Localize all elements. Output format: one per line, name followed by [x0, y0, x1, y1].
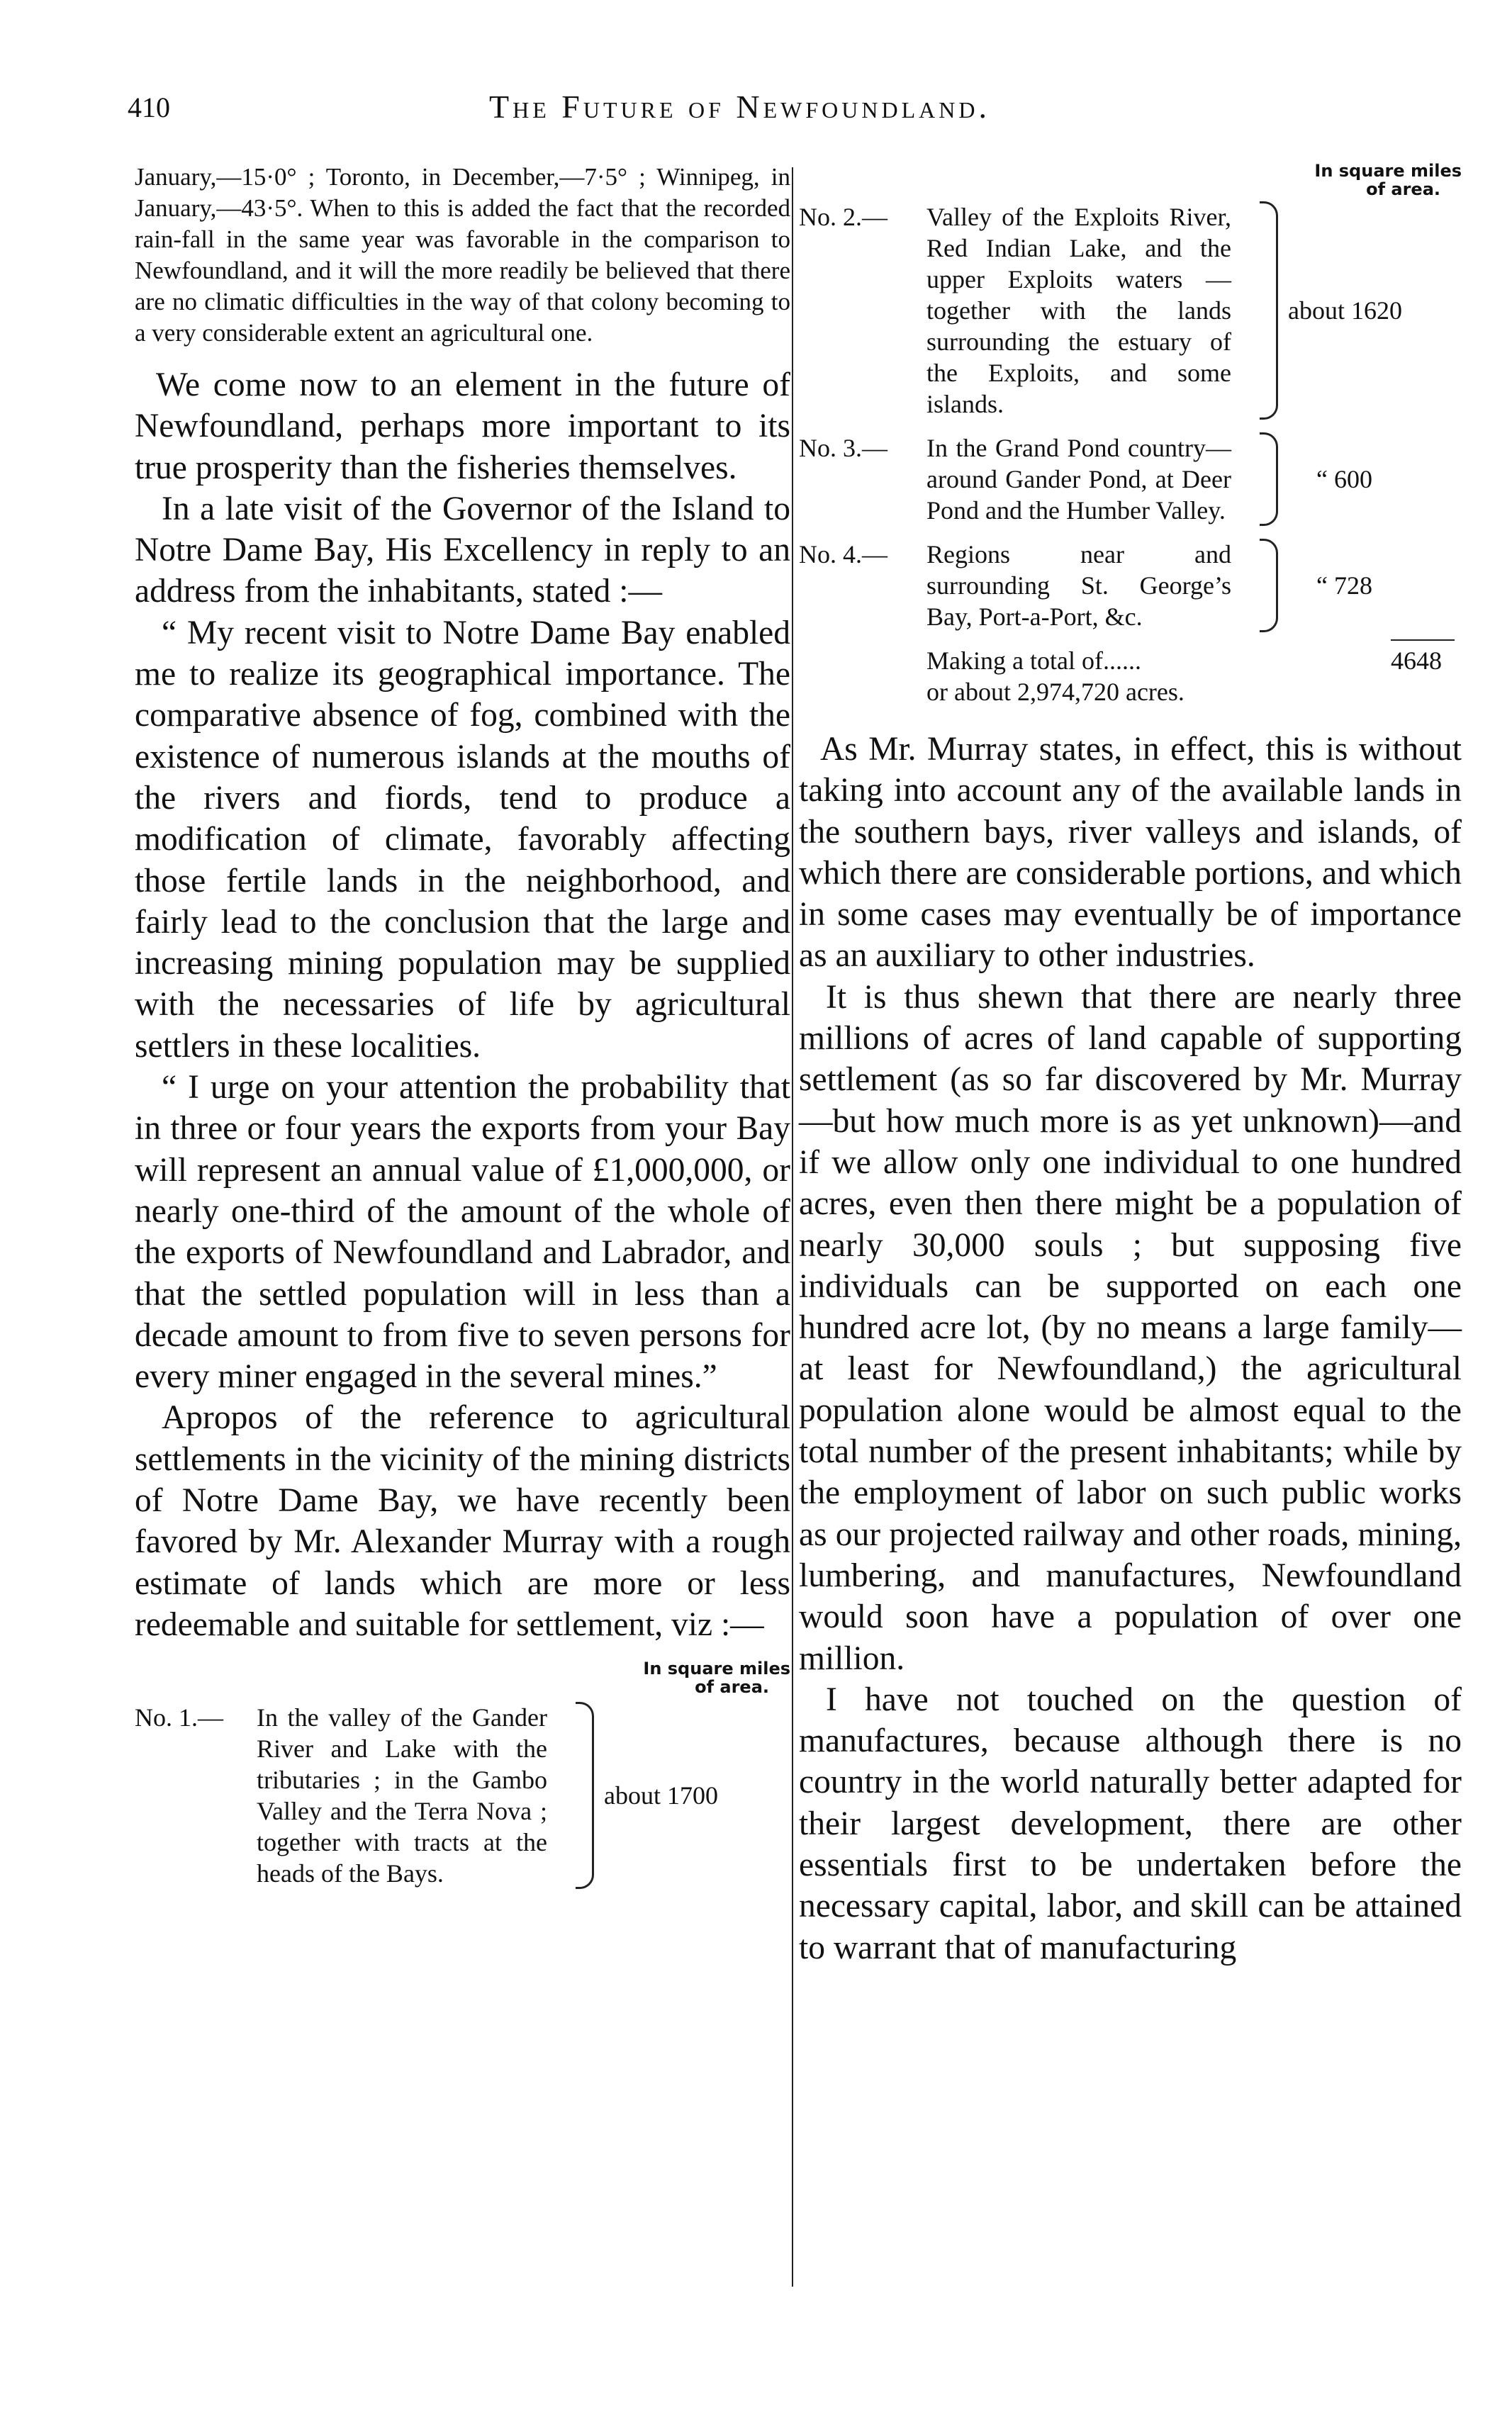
entry-amount: “ 600: [1316, 465, 1372, 493]
body-paragraph: Apropos of the reference to agricultural settlements in the vicinity of the mining districts of Notre Dame Bay, we have recently been favored by Mr. Alexander Murray with a rough estimate of lands which are more or less redeemable and suitable for settlement, viz :—: [135, 1399, 790, 1643]
column-divider: [792, 167, 793, 2287]
body-paragraph: I have not touched on the question of manufactures, because although there is no country in the world naturally better adapted for their largest development, there are other essentials first to be undertaken before the necessary capital, labor, and skill can be attained to warrant that of manufacturing: [799, 1681, 1462, 1966]
total-acres: or about 2,974,720 acres.: [926, 678, 1185, 706]
left-column: [135, 162, 790, 1902]
body-paragraph: As Mr. Murray states, in effect, this is without taking into account any of the available lands in the southern bays, river valleys and islands, of which there are considerable portions, and which in some cases may eventually be of importance as an auxiliary to other industries.: [799, 731, 1462, 975]
land-estimate-entry: [799, 539, 1462, 632]
entry-number: No. 1.—: [135, 1703, 223, 1732]
total-label: Making a total of......: [926, 646, 1141, 675]
entry-number: No. 4.—: [799, 540, 887, 568]
entry-number: No. 3.—: [799, 434, 887, 462]
land-estimate-entry: [135, 1702, 790, 1889]
table-header-line: of area.: [1366, 179, 1440, 199]
table-header-line: In square miles: [1314, 161, 1462, 181]
table-header-line: In square miles: [643, 1659, 790, 1679]
body-paragraph: In a late visit of the Governor of the Island to Notre Dame Bay, His Excellency in reply to an address from the inhabitants, stated :—: [135, 490, 790, 610]
entry-amount: “ 728: [1316, 571, 1372, 600]
total-block: [799, 645, 1462, 707]
body-paragraph: We come now to an element in the future of Newfoundland, perhaps more important to its true prosperity than the fisheries themselves.: [135, 366, 790, 486]
brace: [576, 1702, 594, 1889]
brace: [1260, 432, 1278, 526]
brace: [1260, 539, 1278, 632]
land-estimate-entry: [799, 201, 1462, 420]
entry-description: In the valley of the Gander River and Lake with the tributaries ; in the Gambo Valley and the Terra Nova ; together with tracts at the heads of the Bays.: [257, 1703, 547, 1888]
entry-description: Regions near and surrounding St. George’s Bay, Port-a-Port, &c.: [926, 540, 1231, 631]
table-column-header: [135, 1659, 790, 1696]
entry-description: Valley of the Exploits River, Red Indian Lake, and the upper Exploits waters — together with the lands surrounding the estuary of the Exploits, and some islands.: [926, 203, 1231, 418]
brace: [1260, 201, 1278, 420]
table-header-line: of area.: [695, 1677, 769, 1698]
entry-description: In the Grand Pond country—around Gander Pond, at Deer Pond and the Humber Valley.: [926, 434, 1231, 525]
table-column-header: [799, 162, 1462, 198]
page-number: 410: [128, 91, 170, 123]
quote-paragraph: “ My recent visit to Notre Dame Bay enabled me to realize its geographical importance. The comparative absence of fog, combined with the existence of numerous islands at the mouths of the rivers and fiords, tend to produce a modification of climate, favorably affecting those fertile lands in the neighborhood, and fairly lead to the conclusion that the large and increasing mining population may be supplied with the necessaries of life by agricultural settlers in these localities.: [135, 614, 790, 1065]
right-column: [799, 162, 1462, 1968]
quote-paragraph: “ I urge on your attention the probability that in three or four years the exports from your Bay will represent an annual value of £1,000,000, or nearly one-third of the amount of the whole of the exports of Newfoundland and Labrador, and that the settled population will in less than a decade amount to from five to seven persons for every miner engaged in the several mines.”: [135, 1069, 790, 1396]
small-print-paragraph: January,—15·0° ; Toronto, in December,—7·5° ; Winnipeg, in January,—43·5°. When to this is added the fact that the recorded rain-fall in the same year was favorable in the comparison to Newfoundland, and it will the more readily be believed that there are no climatic difficulties in the way of that colony becoming to a very considerable extent an agricultural one.: [135, 163, 790, 347]
land-estimate-entry: [799, 432, 1462, 526]
entry-number: No. 2.—: [799, 203, 887, 231]
running-title: The Future of Newfoundland.: [489, 89, 990, 125]
total-rule: [1391, 639, 1455, 641]
entry-amount: about 1700: [604, 1781, 718, 1810]
entry-amount: about 1620: [1288, 296, 1402, 325]
body-paragraph: It is thus shewn that there are nearly three millions of acres of land capable of supporting settlement (as so far discovered by Mr. Murray—but how much more is as yet unknown)—and if we allow only one individual to one hundred acres, even then there might be a population of nearly 30,000 souls ; but supposing five individuals can be supported on each one hundred acre lot, (by no means a large family—at least for Newfoundland,) the agricultural population alone would be almost equal to the total number of the present inhabitants; while by the employment of labor on such public works as our projected railway and other roads, mining, lumbering, and manufactures, Newfoundland would soon have a population of over one million.: [799, 978, 1462, 1677]
total-value: 4648: [1391, 646, 1442, 675]
